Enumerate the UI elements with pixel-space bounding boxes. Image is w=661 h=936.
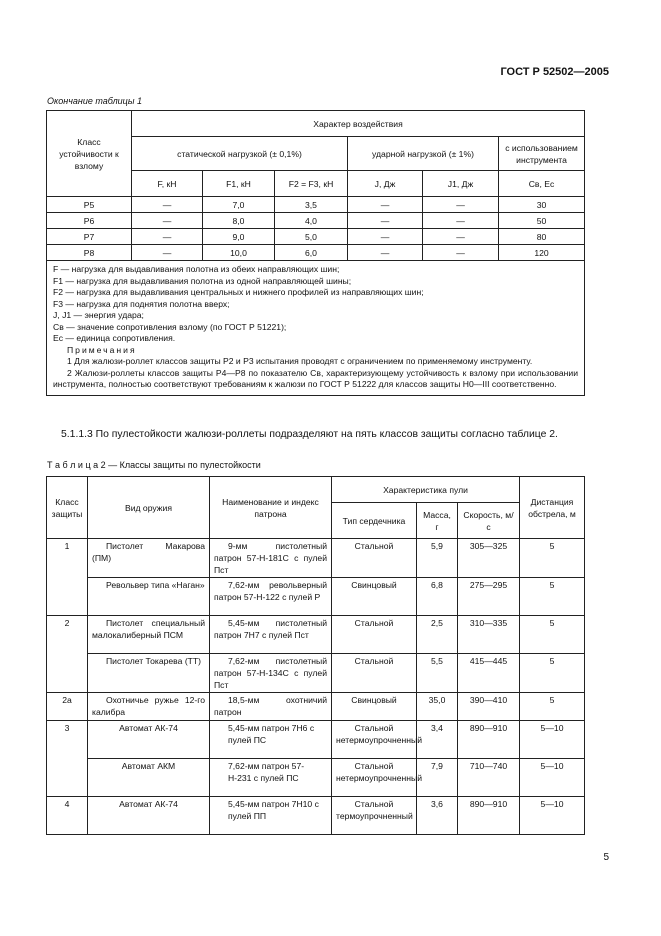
- legend-line: J, J1 — энергия удара;: [53, 310, 144, 320]
- note-1: 1 Для жалюзи-роллет классов защиты Р2 и Р3 испытания проводят с ограничением по применяемому инструменту.: [67, 356, 533, 366]
- t2-header-weapon: Вид оружия: [88, 477, 210, 539]
- legend-line: F2 — нагрузка для выдавливания центральных и нижнего профилей из направляющих шин;: [53, 287, 424, 297]
- t2-row: [47, 759, 585, 797]
- t2-header-class: Класс защиты: [47, 477, 88, 539]
- t2-cell-core: Стальной нетермоупрочненный: [332, 721, 417, 759]
- t2-cell-cartridge: 7,62-мм патрон 57-Н-231 с пулей ПС: [210, 759, 332, 797]
- t2-cell-speed: 310—335: [458, 616, 520, 654]
- t1-cell: —: [423, 213, 499, 229]
- t2-cell-core: Стальной: [332, 539, 417, 578]
- page-number: 5: [603, 852, 609, 863]
- t2-row: [47, 578, 585, 616]
- t2-row: [47, 539, 585, 578]
- t2-cell-weapon: Автомат АК-74: [88, 721, 210, 759]
- t2-cell-cartridge: 7,62-мм револьверный патрон 57-Н-122 с пулей Р: [210, 578, 332, 616]
- t2-cell-cartridge: 5,45-мм патрон 7Н6 с пулей ПС: [210, 721, 332, 759]
- t1-cell: 7,0: [203, 197, 275, 213]
- t2-header-distance: Дистанция обстрела, м: [520, 477, 585, 539]
- t1-cell: —: [132, 213, 203, 229]
- t2-row: [47, 654, 585, 693]
- t2-cell-class: 1: [47, 539, 88, 616]
- t2-cell-class: 2: [47, 616, 88, 693]
- legend-line: F1 — нагрузка для выдавливания полотна из одной направляющей шины;: [53, 275, 352, 286]
- t1-cell: —: [132, 197, 203, 213]
- t1-header-class: Класс устойчивости к взлому: [47, 111, 132, 197]
- t2-header-bullet: Характеристика пули: [332, 477, 520, 503]
- t2-cell-speed: 415—445: [458, 654, 520, 693]
- t2-cell-distance: 5: [520, 616, 585, 654]
- t2-cell-mass: 6,8: [417, 578, 458, 616]
- t2-cell-class: 3: [47, 721, 88, 797]
- paragraph-5-1-1-3: 5.1.1.3 По пулестойкости жалюзи-роллеты подразделяют на пять классов защиты согласно таблице 2.: [61, 429, 558, 440]
- t1-cell: 4,0: [275, 213, 348, 229]
- t1-sub-F2F3: F2 = F3, кН: [275, 171, 348, 197]
- t1-legend: [47, 261, 585, 396]
- t2-cell-cartridge: 5,45-мм пистолетный патрон 7Н7 с пулей Пст: [210, 616, 332, 654]
- t2-cell-distance: 5: [520, 539, 585, 578]
- t1-cell: 6,0: [275, 245, 348, 261]
- t2-cell-mass: 3,4: [417, 721, 458, 759]
- t2-cell-weapon: Револьвер типа «Наган»: [88, 578, 210, 616]
- t1-cell: 10,0: [203, 245, 275, 261]
- t2-cell-core: Свинцовый: [332, 578, 417, 616]
- t1-cell: —: [348, 197, 423, 213]
- t1-cell: Р7: [47, 229, 132, 245]
- t2-cell-weapon: Автомат АКМ: [88, 759, 210, 797]
- t1-sub-F: F, кН: [132, 171, 203, 197]
- t2-cell-mass: 3,6: [417, 797, 458, 835]
- t1-cell: 50: [499, 213, 585, 229]
- t2-row: [47, 616, 585, 654]
- t2-header-cartridge: Наименование и индекс патрона: [210, 477, 332, 539]
- t1-row: [47, 197, 585, 213]
- t2-row: [47, 693, 585, 721]
- t2-cell-cartridge: 5,45-мм патрон 7Н10 с пулей ПП: [210, 797, 332, 835]
- t2-cell-class: 2а: [47, 693, 88, 721]
- legend-line: F — нагрузка для выдавливания полотна из обеих направляющих шин;: [53, 264, 340, 274]
- t2-cell-weapon: Автомат АК-74: [88, 797, 210, 835]
- t1-cell: Р8: [47, 245, 132, 261]
- t2-cell-distance: 5: [520, 578, 585, 616]
- t1-row: [47, 229, 585, 245]
- legend-line: F3 — нагрузка для поднятия полотна вверх;: [53, 298, 230, 309]
- t1-header-character: Характер воздействия: [132, 111, 585, 137]
- t2-row: [47, 721, 585, 759]
- t2-cell-core: Свинцовый: [332, 693, 417, 721]
- legend-line: Cв — значение сопротивления взлому (по ГОСТ Р 51221);: [53, 321, 287, 332]
- t2-row: [47, 797, 585, 835]
- t1-sub-J1: J1, Дж: [423, 171, 499, 197]
- t2-cell-distance: 5: [520, 693, 585, 721]
- t2-cell-distance: 5—10: [520, 759, 585, 797]
- table-2: [46, 476, 585, 835]
- legend-line: Ec — единица сопротивления.: [53, 333, 176, 343]
- t1-header-static: статической нагрузкой (± 0,1%): [132, 137, 348, 171]
- t2-cell-mass: 7,9: [417, 759, 458, 797]
- note-2: 2 Жалюзи-роллеты классов защиты Р4—Р8 по показателю Cв, характеризующему устойчивость к взлому при использовании инструмента, полностью соответствуют требованиям к жалюзи по ГОСТ Р 51222 для классов защиты Н0—III соответственно.: [53, 367, 579, 389]
- t2-header-mass: Масса, г: [417, 503, 458, 539]
- t2-cell-speed: 890—910: [458, 721, 520, 759]
- t1-cell: —: [348, 229, 423, 245]
- t1-header-impact: ударной нагрузкой (± 1%): [348, 137, 499, 171]
- t2-cell-mass: 5,9: [417, 539, 458, 578]
- table-2-title: Т а б л и ц а 2 — Классы защиты по пулестойкости: [47, 460, 261, 470]
- t1-cell: 3,5: [275, 197, 348, 213]
- t1-row: [47, 213, 585, 229]
- t2-cell-weapon: Пистолет Макарова (ПМ): [88, 539, 210, 578]
- t1-cell: —: [348, 213, 423, 229]
- t1-cell: —: [423, 197, 499, 213]
- t1-cell: —: [423, 229, 499, 245]
- t2-header-core: Тип сердечника: [332, 503, 417, 539]
- t2-cell-weapon: Пистолет специальный малокалиберный ПСМ: [88, 616, 210, 654]
- t1-cell: —: [132, 229, 203, 245]
- notes-title: Примечания: [67, 344, 137, 355]
- t1-header-tool: с использованием инструмента: [499, 137, 585, 171]
- t2-cell-mass: 2,5: [417, 616, 458, 654]
- t2-cell-core: Стальной: [332, 654, 417, 693]
- t1-cell: 120: [499, 245, 585, 261]
- t2-cell-core: Стальной нетермоупрочненный: [332, 759, 417, 797]
- t1-row: [47, 245, 585, 261]
- t1-sub-F1: F1, кН: [203, 171, 275, 197]
- t1-cell: —: [348, 245, 423, 261]
- t2-cell-speed: 275—295: [458, 578, 520, 616]
- t2-cell-cartridge: 7,62-мм пистолетный патрон 57-Н-134С с пулей Пст: [210, 654, 332, 693]
- t1-cell: 8,0: [203, 213, 275, 229]
- t2-cell-cartridge: 18,5-мм охотничий патрон: [210, 693, 332, 721]
- document-header: ГОСТ Р 52502—2005: [500, 66, 609, 78]
- t1-cell: Р5: [47, 197, 132, 213]
- t2-cell-mass: 5,5: [417, 654, 458, 693]
- t2-cell-speed: 710—740: [458, 759, 520, 797]
- t1-cell: 30: [499, 197, 585, 213]
- t2-cell-speed: 305—325: [458, 539, 520, 578]
- t1-sub-C: Cв, Ec: [499, 171, 585, 197]
- t2-cell-speed: 890—910: [458, 797, 520, 835]
- t1-cell: 5,0: [275, 229, 348, 245]
- t2-cell-core: Стальной термоупрочненный: [332, 797, 417, 835]
- t2-cell-distance: 5—10: [520, 721, 585, 759]
- t1-cell: —: [423, 245, 499, 261]
- table-continuation-label: Окончание таблицы 1: [47, 96, 142, 106]
- t2-header-speed: Скорость, м/с: [458, 503, 520, 539]
- t1-cell: —: [132, 245, 203, 261]
- t1-sub-J: J, Дж: [348, 171, 423, 197]
- t2-cell-core: Стальной: [332, 616, 417, 654]
- t1-cell: Р6: [47, 213, 132, 229]
- t1-cell: 9,0: [203, 229, 275, 245]
- t2-cell-speed: 390—410: [458, 693, 520, 721]
- t2-cell-class: 4: [47, 797, 88, 835]
- t2-cell-cartridge: 9-мм пистолетный патрон 57-Н-181С с пулей Пст: [210, 539, 332, 578]
- t2-cell-mass: 35,0: [417, 693, 458, 721]
- t1-cell: 80: [499, 229, 585, 245]
- t2-cell-weapon: Охотничье ружье 12-го калибра: [88, 693, 210, 721]
- t2-cell-distance: 5: [520, 654, 585, 693]
- t2-cell-distance: 5—10: [520, 797, 585, 835]
- t2-cell-weapon: Пистолет Токарева (ТТ): [88, 654, 210, 693]
- table-1: [46, 110, 585, 396]
